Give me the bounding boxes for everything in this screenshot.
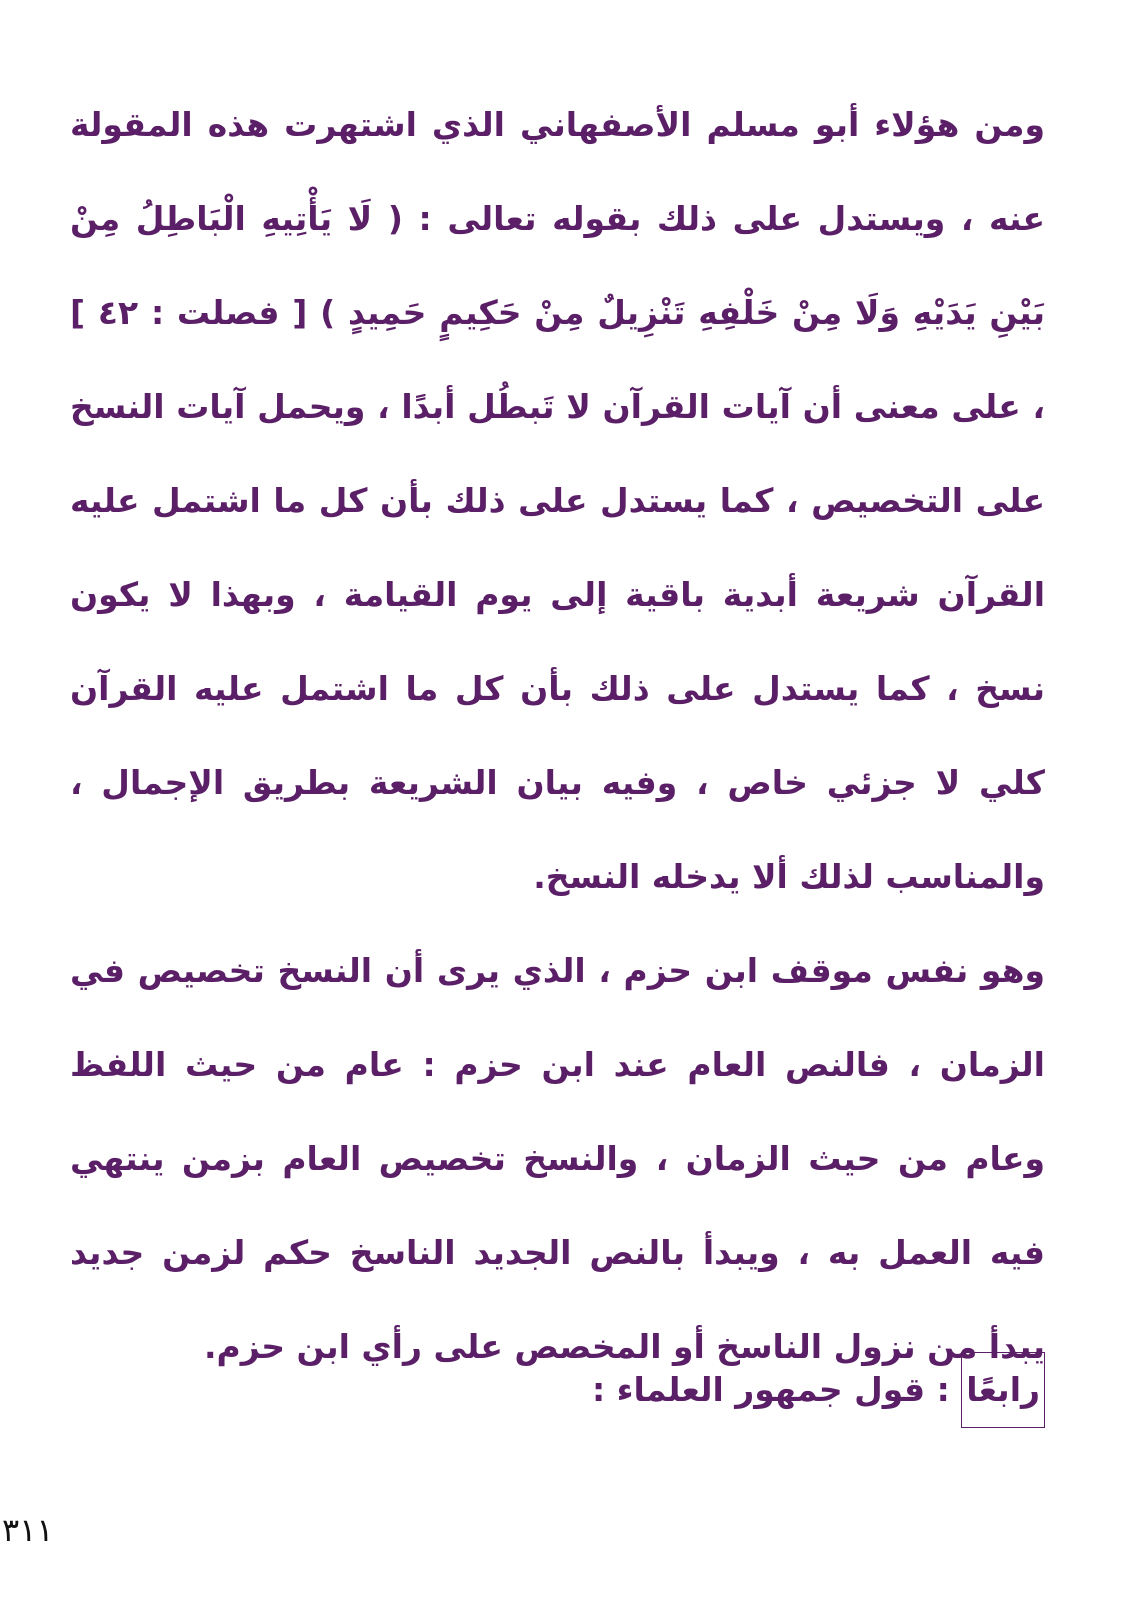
paragraph-ibn-hazm: وهو نفس موقف ابن حزم ، الذي يرى أن النسخ تخصيص في الزمان ، فالنص العام عند ابن حزم : عام من حيث اللفظ وعام من حيث الزمان ، والنسخ تخصيص العام بزمن ينتهي فيه العمل به ، ويبدأ بالنص الجديد الناسخ حكم لزمن جديد يبدأ من نزول الناسخ أو المخصص على رأي ابن حزم. [70, 951, 1045, 1366]
section-heading [592, 1352, 1045, 1428]
heading-boxed-word: رابعًا [961, 1352, 1045, 1428]
body-text [70, 78, 1045, 1394]
paragraph-abu-muslim: ومن هؤلاء أبو مسلم الأصفهاني الذي اشتهرت هذه المقولة عنه ، ويستدل على ذلك بقوله تعالى : ( لَا يَأْتِيهِ الْبَاطِلُ مِنْ بَيْنِ يَدَيْهِ وَلَا مِنْ خَلْفِهِ تَنْزِيلٌ مِنْ حَكِيمٍ حَمِيدٍ ) [ فصلت : ٤٢ ] ، على معنى أن آيات القرآن لا تَبطُل أبدًا ، ويحمل آيات النسخ على التخصيص ، كما يستدل على ذلك بأن كل ما اشتمل عليه القرآن شريعة أبدية باقية إلى يوم القيامة ، وبهذا لا يكون نسخ ، كما يستدل على ذلك بأن كل ما اشتمل عليه القرآن كلي لا جزئي خاص ، وفيه بيان الشريعة بطريق الإجمال ، والمناسب لذلك ألا يدخله النسخ. [70, 105, 1045, 896]
heading-rest: : قول جمهور العلماء : [591, 1370, 962, 1409]
page-number: ٣١١ [2, 1511, 54, 1549]
